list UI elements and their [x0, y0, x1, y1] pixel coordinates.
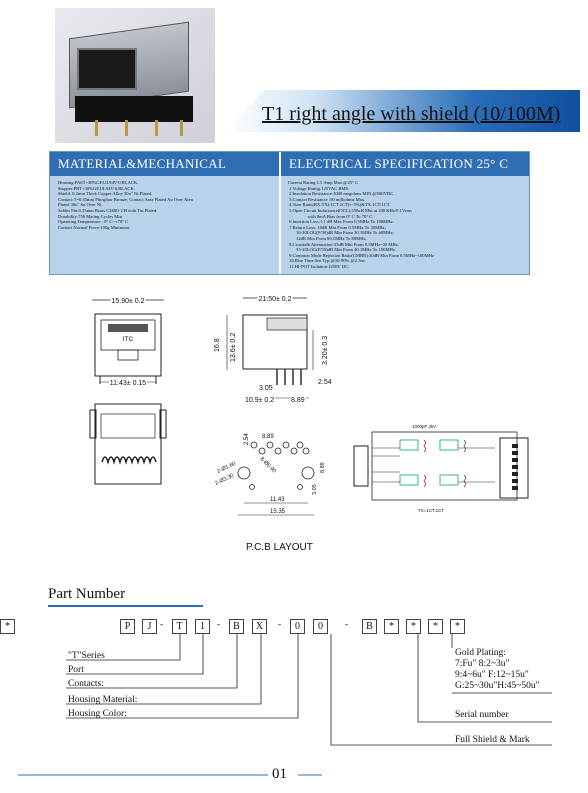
- electrical-line: 5.Open Circuit Inductance(OCL):350uH Min at 100 KHz/0.1Vrms: [288, 207, 412, 213]
- electrical-line: 3.Contact Resistance :50 milliohms Max.: [288, 196, 366, 202]
- pcb-dim-bottom-b: 15.35: [270, 509, 286, 515]
- gold-plating-line-3: G:25~30u"H:45~50u": [455, 681, 540, 691]
- label-shield: Full Shield & Mark: [455, 735, 530, 745]
- material-line: Housing:PA6T+30%GF,UL94V-0,BLACK.: [58, 180, 139, 185]
- schematic-cap: 1000pF 2kV: [412, 424, 437, 429]
- electrical-line: 9.Common Mode Rejection Ratio(CMRR):30dB Min From 0.5MHz~100MHz: [288, 252, 435, 258]
- part-code-box: *: [428, 619, 443, 634]
- page-title: T1 right angle with shield (10/100M): [262, 103, 561, 125]
- gold-plating-title: Gold Plating:: [455, 648, 506, 658]
- pcb-dim-bottom-a: 11.43: [270, 497, 285, 503]
- electrical-line: 7.Return Loss: 18dB Min From 0.5MHz To 30MHz;: [288, 224, 386, 230]
- electrical-line: with 8mA Bias from 0° C To 70° C.: [288, 213, 374, 219]
- gold-plating-line-2: 9:4~6u" F:12~15u": [455, 670, 529, 680]
- pcb-caption: P.C.B LAYOUT: [246, 542, 313, 553]
- part-code-box: *: [384, 619, 399, 634]
- electrical-line: 10.Rise Time:5ns Typ.@10-90% @2.5ns.: [288, 258, 366, 264]
- electrical-line: 8.Crosstalk Attenuation:35dB Min From 0.5MHz~40 MHz;: [288, 241, 399, 247]
- dim-foot-a: 10.9± 0.2: [245, 397, 275, 404]
- part-code-box: *: [0, 619, 15, 634]
- part-code-box: *: [450, 619, 465, 634]
- electrical-line: 6.Insertion Loss:1.1 dB Max From 0.5MHz To 100MHz.: [288, 219, 394, 225]
- part-code-dash: -: [345, 620, 349, 630]
- part-code-dash: -: [160, 620, 164, 630]
- pcb-hole-c: 8-Ø0.90: [258, 456, 277, 475]
- label-t-series: "T"Series: [68, 651, 105, 661]
- material-line: Shield: 0.2mm Thick Copper Alloy 30u" Ni Plated.: [58, 191, 153, 197]
- material-line: Plated 30u" Sn Over Ni.: [58, 202, 103, 208]
- label-housing-material: Housing Material:: [68, 695, 138, 705]
- part-code-box: J: [142, 619, 157, 634]
- part-code-box: 0: [290, 619, 305, 634]
- part-code-box: P: [120, 619, 135, 634]
- dim-offset-a: 3.05: [259, 385, 273, 392]
- schematic-ratio: TX=1CT:1CT: [418, 508, 445, 513]
- material-line: Stopper:PBT+30%GF,UL94V-0,BLACK.: [58, 185, 135, 191]
- pcb-dim-right: 8.89: [320, 462, 326, 473]
- pcb-hole-b: 2-Ø1.60: [216, 460, 237, 475]
- pcb-hole-a: 2-Ø3.30: [214, 472, 235, 487]
- pcb-dim-left: 2.54: [244, 433, 250, 445]
- part-code-box: B: [362, 619, 377, 634]
- electrical-line: 11.HI-POT Isolation:2250V DC.: [288, 263, 350, 269]
- pcb-dim-side: 3.05: [312, 484, 318, 495]
- dim-side-depth: 21.50± 0.2: [258, 296, 292, 303]
- electrical-line: 4.Turn Ratio(RX:TX):1CT:1CT(+-5%)&TX:1CT:1CT.: [288, 202, 391, 208]
- part-code-dash: -: [278, 620, 282, 630]
- part-code-box: 0: [313, 619, 328, 634]
- electrical-line: 1.Voltage Rating:125VAC RMS.: [288, 185, 350, 191]
- label-contacts: Contacts:: [68, 679, 104, 689]
- label-port: Port: [68, 665, 84, 675]
- dim-height-body: 13.6± 0.2: [230, 332, 237, 362]
- dim-height-overall: 16.8: [214, 338, 221, 352]
- page-number: 01: [272, 766, 287, 782]
- electrical-line: 2.Insulation Resistance:1000 megohms MIN.@500VDC.: [288, 191, 395, 197]
- product-label: ITC: [122, 336, 134, 343]
- part-code-box: B: [229, 619, 244, 634]
- part-code-box: *: [406, 619, 421, 634]
- material-line: Solder Pin:0.35mm Brass C2680-1/H with Tin Plated.: [58, 207, 158, 213]
- electrical-line: 16-20LOG(F/30)dB Min From 30.1MHz To 60MHz;: [288, 230, 394, 236]
- part-code-box: X: [252, 619, 267, 634]
- pcb-dim-top: 8.89: [262, 434, 274, 440]
- material-line: Contact:T=0.35mm Phosphor Bronze, Contact Area Plated Au Over Area: [58, 196, 193, 202]
- material-line: Durability:750 Mating Cycles Min.: [58, 213, 124, 219]
- part-code-box: T: [172, 619, 187, 634]
- material-line: Contact Normal Force:100g Minimum.: [58, 224, 131, 230]
- gold-plating-line-1: 7:Fu" 8:2~3u": [455, 659, 510, 669]
- dim-offset-b: 2.54: [318, 379, 332, 386]
- label-serial: Serial number: [455, 710, 509, 720]
- label-housing-color: Housing Color:: [68, 709, 127, 719]
- electrical-line: 35-20LOG(F/50)dB Min From 40.1MHz To 100MHz.: [288, 247, 397, 253]
- material-heading: MATERIAL&MECHANICAL: [50, 152, 279, 176]
- dim-foot-b: 8.89: [291, 397, 305, 404]
- part-number-title: Part Number: [48, 586, 126, 602]
- electrical-heading: ELECTRICAL SPECIFICATION 25° C: [281, 152, 529, 176]
- dim-pin-height: 3.20± 0.3: [322, 335, 329, 365]
- material-line: Operating Temperature : 0° C~+70° C: [58, 219, 129, 225]
- electrical-line: 12dB Min From 60.1MHz To 80MHz.: [288, 235, 367, 241]
- dim-front-width: 15.90± 0.2: [111, 298, 145, 305]
- part-code-dash: -: [217, 620, 221, 630]
- dim-pin-pitch: 11.43± 0.15: [109, 380, 147, 387]
- electrical-line: Current Rating:1.5 Amp Max.@25° C: [288, 180, 359, 185]
- part-code-box: 1: [195, 619, 210, 634]
